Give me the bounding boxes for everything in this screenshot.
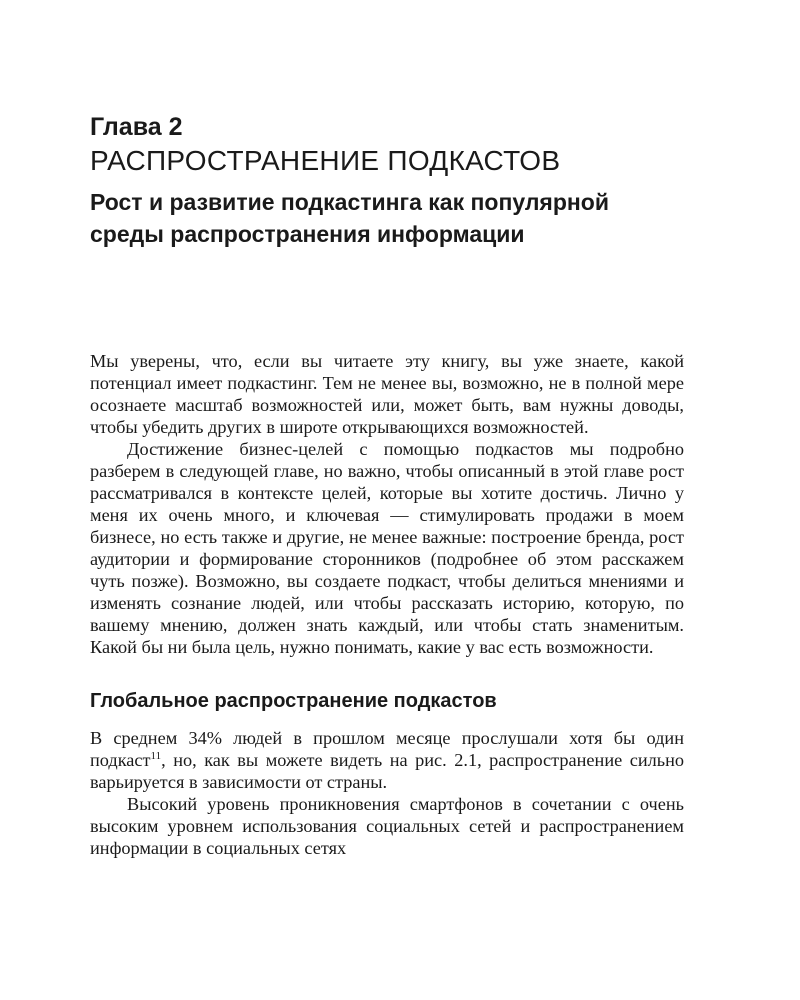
- intro-paragraph: Достижение бизнес-целей с помощью подкастов мы подробно разберем в следующей главе, но важно, чтобы описанный в этой главе рост рассматривался в контексте целей, которые вы хотите достичь. Лично у меня их очень много, и ключевая — стимулировать продажи в моем бизнесе, но есть также и другие, не менее важные: построение бренда, рост аудитории и формирование сторонников (подробнее об этом расскажем чуть позже). Возможно, вы создаете подкаст, чтобы делиться мнениями и изменять сознание людей, или чтобы рассказать историю, которую, по вашему мнению, должен знать каждый, или чтобы стать знаменитым. Какой бы ни была цель, нужно понимать, какие у вас есть возможности.: [90, 439, 684, 657]
- section-paragraph: Высокий уровень проникновения смартфонов в сочетании с очень высоким уровнем использования социальных сетей и распространением информации в социальных сетях: [90, 794, 684, 858]
- section-heading: Глобальное распространение подкастов: [90, 690, 497, 712]
- chapter-label: Глава 2: [90, 113, 183, 141]
- footnote-ref[interactable]: 11: [150, 750, 162, 762]
- chapter-title: РАСПРОСТРАНЕНИЕ ПОДКАСТОВ: [90, 145, 561, 176]
- section-paragraph: [90, 727, 684, 793]
- section-paragraph-text: В среднем 34% людей в прошлом месяце прослушали хотя бы один подкаст: [90, 728, 684, 770]
- section-paragraph-text: , но, как вы можете видеть на рис. 2.1, распространение сильно варьируется в зависимости от страны.: [90, 750, 684, 792]
- intro-paragraph: Мы уверены, что, если вы читаете эту книгу, вы уже знаете, какой потенциал имеет подкастинг. Тем не менее вы, возможно, не в полной мере осознаете масштаб возможностей или, может быть, вам нужны доводы, чтобы убедить других в широте открывающихся возможностей.: [90, 351, 684, 437]
- chapter-subtitle: Рост и развитие подкастинга как популярной среды распространения информации: [90, 189, 609, 247]
- book-page: [90, 112, 684, 859]
